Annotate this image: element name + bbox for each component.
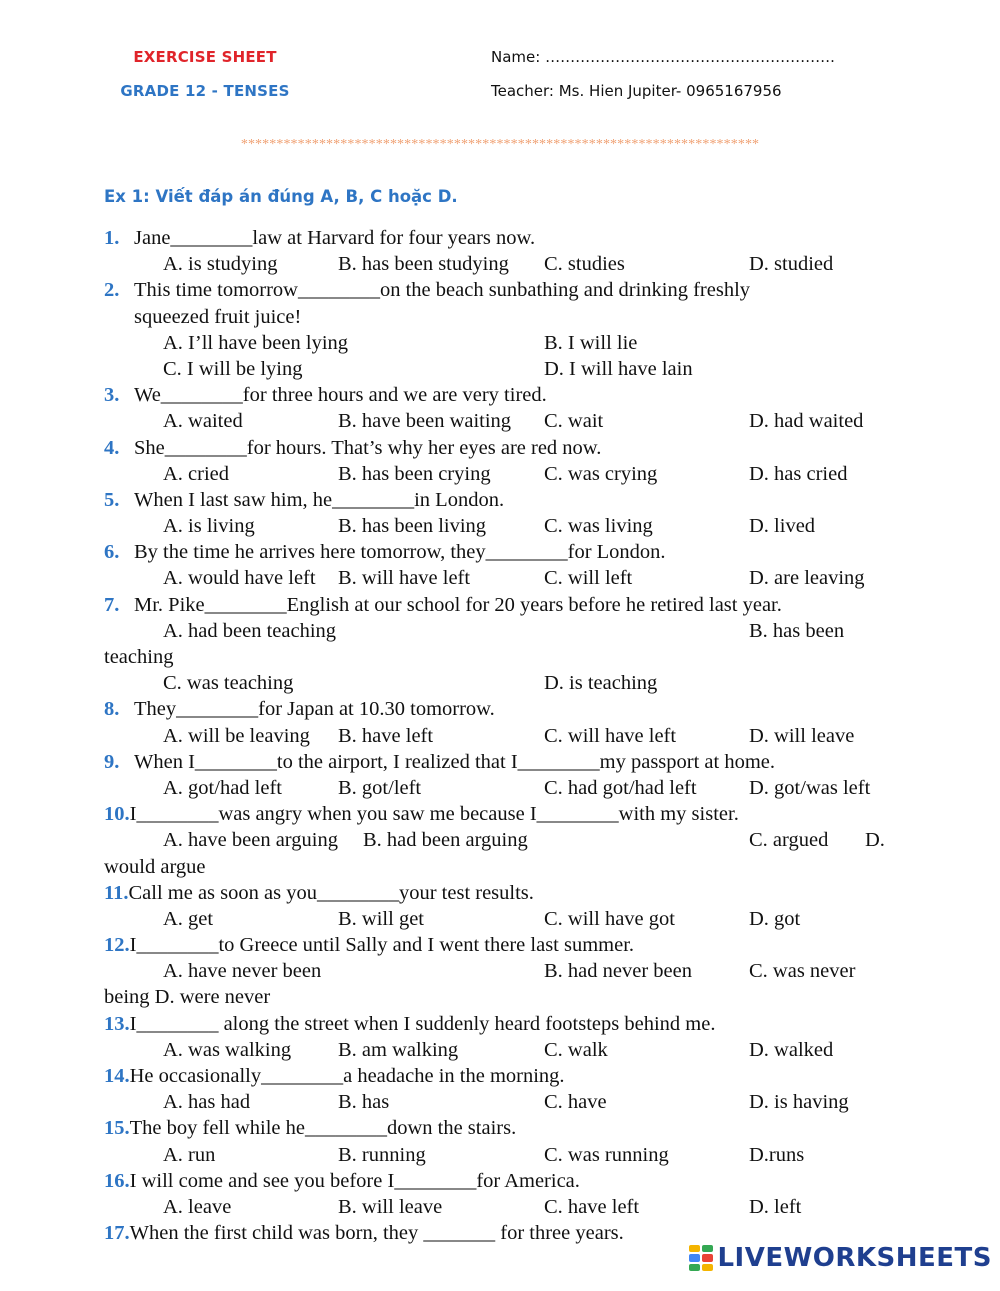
- question-number: 2.: [104, 279, 120, 302]
- option-c[interactable]: C. was teaching: [163, 672, 294, 695]
- question-text: Mr. Pike________English at our school for 20 years before he retired last year.: [134, 593, 782, 616]
- question-2-stem: [104, 277, 904, 303]
- grade-heading: GRADE 12 - TENSES: [120, 82, 290, 100]
- question-1-stem: [104, 225, 904, 251]
- question-number: 4.: [104, 436, 120, 459]
- teacher-info: Teacher: Ms. Hien Jupiter- 0965167956: [491, 82, 782, 100]
- option-b[interactable]: B. has: [338, 1091, 390, 1114]
- option-d[interactable]: D. lived: [749, 515, 816, 538]
- question-2-options-row-1: [104, 330, 904, 356]
- option-a[interactable]: A. is living: [163, 515, 255, 538]
- option-c[interactable]: C. had got/had left: [544, 776, 697, 799]
- option-c[interactable]: C. studies: [544, 253, 625, 276]
- question-number: 8.: [104, 698, 120, 721]
- question-number: 1.: [104, 227, 120, 249]
- question-4-stem: [104, 435, 904, 461]
- option-b[interactable]: B. will leave: [338, 1195, 443, 1218]
- option-d[interactable]: D. left: [749, 1195, 802, 1218]
- question-number: 13.: [104, 1012, 130, 1035]
- question-number: 12.: [104, 934, 130, 957]
- question-14-stem: [104, 1063, 904, 1089]
- option-b[interactable]: B. has been crying: [338, 462, 491, 485]
- question-text: He occasionally________a headache in the morning.: [129, 1065, 565, 1087]
- question-number: 15.: [104, 1117, 130, 1140]
- option-c-continued[interactable]: being: [104, 986, 150, 1009]
- option-d[interactable]: D. walked: [749, 1038, 834, 1061]
- option-a[interactable]: A. had been teaching: [163, 619, 337, 642]
- question-text: I________ along the street when I suddenly heard footsteps behind me.: [129, 1012, 716, 1035]
- question-3-options: [104, 408, 904, 434]
- question-16-options: [104, 1194, 904, 1220]
- option-b[interactable]: B. will have left: [338, 567, 471, 590]
- question-list: [104, 225, 904, 1246]
- option-a[interactable]: A. got/had left: [163, 776, 282, 799]
- question-text: This time tomorrow________on the beach sunbathing and drinking freshly: [134, 279, 751, 302]
- question-text: We________for three hours and we are very tired.: [134, 384, 547, 407]
- option-d-continued[interactable]: would argue: [104, 855, 206, 878]
- question-10-stem: [104, 801, 904, 827]
- option-d[interactable]: D.runs: [749, 1143, 805, 1166]
- option-a[interactable]: A. run: [163, 1143, 216, 1166]
- question-16-stem: [104, 1168, 904, 1194]
- question-1-options: [104, 251, 904, 277]
- option-b[interactable]: B. has been studying: [338, 253, 509, 276]
- exercise-sheet-heading: EXERCISE SHEET: [133, 48, 277, 66]
- option-c[interactable]: C. will have left: [544, 724, 677, 747]
- exercise-title: Ex 1: Viết đáp án đúng A, B, C hoặc D.: [104, 187, 458, 206]
- question-13-stem: [104, 1011, 904, 1037]
- option-b[interactable]: B. have been waiting: [338, 410, 512, 433]
- option-d[interactable]: D. is having: [749, 1091, 849, 1114]
- question-11-stem: [104, 880, 904, 906]
- option-c[interactable]: C. have left: [544, 1195, 640, 1218]
- option-d[interactable]: D. are leaving: [749, 567, 865, 590]
- option-a[interactable]: A. was walking: [163, 1038, 292, 1061]
- option-a[interactable]: A. would have left: [163, 567, 316, 590]
- question-number: 10.: [104, 803, 130, 826]
- option-a[interactable]: A. have been arguing: [163, 829, 338, 852]
- option-b[interactable]: B. had been arguing: [363, 829, 528, 852]
- option-c[interactable]: C. argued: [749, 829, 829, 852]
- option-b[interactable]: B. running: [338, 1143, 426, 1166]
- question-number: 3.: [104, 384, 120, 407]
- option-b-continued[interactable]: teaching: [104, 646, 174, 668]
- question-text: She________for hours. That’s why her eyes are red now.: [134, 436, 602, 459]
- liveworksheets-logo[interactable]: [689, 1243, 992, 1273]
- option-c[interactable]: C. wait: [544, 410, 604, 433]
- question-5-options: [104, 513, 904, 539]
- option-b[interactable]: B. will get: [338, 907, 424, 930]
- option-a[interactable]: A. is studying: [163, 253, 278, 276]
- option-c[interactable]: C. was never: [749, 960, 856, 983]
- question-number: 9.: [104, 750, 120, 773]
- question-text: Jane________law at Harvard for four years now.: [134, 227, 536, 249]
- question-8-stem: [104, 696, 904, 722]
- question-6-options: [104, 565, 904, 591]
- logo-text: LIVEWORKSHEETS: [717, 1243, 992, 1273]
- question-number: 11.: [104, 881, 129, 904]
- option-d[interactable]: D. has cried: [749, 462, 848, 485]
- question-number: 6.: [104, 541, 120, 564]
- option-b[interactable]: B. I will lie: [544, 331, 638, 354]
- option-d[interactable]: D. will leave: [749, 724, 855, 747]
- question-7-options-row-1: [104, 618, 904, 644]
- question-13-options: [104, 1037, 904, 1063]
- option-b[interactable]: B. am walking: [338, 1038, 459, 1061]
- question-14-options: [104, 1089, 904, 1115]
- question-7-stem: [104, 592, 904, 618]
- question-3-stem: [104, 382, 904, 408]
- option-c[interactable]: C. will left: [544, 567, 633, 590]
- option-b[interactable]: B. has been living: [338, 515, 487, 538]
- option-b[interactable]: B. have left: [338, 724, 434, 747]
- option-d[interactable]: D. had waited: [749, 410, 864, 433]
- question-11-options: [104, 906, 904, 932]
- option-d[interactable]: D. got: [749, 907, 801, 930]
- option-a[interactable]: A. leave: [163, 1195, 232, 1218]
- question-text: squeezed fruit juice!: [134, 305, 302, 328]
- question-7-options-wrap: [104, 644, 904, 670]
- option-a[interactable]: A. get: [163, 907, 214, 930]
- question-number: 16.: [104, 1169, 130, 1192]
- option-a[interactable]: A. will be leaving: [163, 724, 310, 747]
- option-a[interactable]: A. cried: [163, 462, 230, 485]
- question-number: 17.: [104, 1222, 130, 1245]
- option-b[interactable]: B. got/left: [338, 776, 422, 799]
- question-number: 14.: [104, 1065, 130, 1087]
- question-text: They________for Japan at 10.30 tomorrow.: [134, 698, 495, 721]
- option-a[interactable]: A. have never been: [163, 960, 322, 983]
- question-15-stem: [104, 1115, 904, 1141]
- question-text: I________to Greece until Sally and I went there last summer.: [129, 934, 635, 957]
- option-d[interactable]: D. were never: [154, 986, 271, 1009]
- liveworksheets-logo-icon: [689, 1245, 713, 1271]
- option-a[interactable]: A. waited: [163, 410, 243, 433]
- option-d[interactable]: D. studied: [749, 253, 834, 276]
- option-c[interactable]: C. was crying: [544, 462, 658, 485]
- name-field-label: Name: ………………………………………………….: [491, 48, 835, 66]
- question-text: When the first child was born, they _______ for three years.: [129, 1222, 624, 1245]
- question-12-stem: [104, 932, 904, 958]
- option-d[interactable]: D. I will have lain: [544, 357, 693, 380]
- question-text: When I last saw him, he________in London.: [134, 488, 505, 511]
- option-b[interactable]: B. had never been: [544, 960, 692, 983]
- decorative-divider: *************************************************************************: [240, 137, 760, 152]
- question-number: 5.: [104, 488, 120, 511]
- question-4-options: [104, 461, 904, 487]
- option-c[interactable]: C. was running: [544, 1143, 669, 1166]
- question-2-stem-continued: [104, 304, 904, 330]
- option-d[interactable]: D. is teaching: [544, 672, 658, 695]
- question-7-options-row-2: [104, 670, 904, 696]
- question-12-options: [104, 958, 904, 984]
- question-text: By the time he arrives here tomorrow, they________for London.: [134, 541, 666, 564]
- option-d-label[interactable]: D.: [865, 829, 885, 852]
- option-c[interactable]: C. have: [544, 1091, 607, 1114]
- option-b[interactable]: B. has been: [749, 619, 845, 642]
- option-d[interactable]: D. got/was left: [749, 776, 871, 799]
- question-text: Call me as soon as you________your test results.: [128, 881, 534, 904]
- question-number: 7.: [104, 593, 120, 616]
- question-text: When I________to the airport, I realized that I________my passport at home.: [134, 750, 776, 773]
- question-2-options-row-2: [104, 356, 904, 382]
- question-9-stem: [104, 749, 904, 775]
- option-a[interactable]: A. I’ll have been lying: [163, 331, 349, 354]
- question-text: The boy fell while he________down the stairs.: [129, 1117, 517, 1140]
- option-c[interactable]: C. was living: [544, 515, 653, 538]
- question-text: I________was angry when you saw me because I________with my sister.: [129, 803, 739, 826]
- question-8-options: [104, 723, 904, 749]
- option-c[interactable]: C. will have got: [544, 907, 675, 930]
- option-c[interactable]: C. I will be lying: [163, 357, 303, 380]
- question-10-options: [104, 827, 904, 853]
- question-5-stem: [104, 487, 904, 513]
- question-15-options: [104, 1142, 904, 1168]
- option-c[interactable]: C. walk: [544, 1038, 608, 1061]
- question-9-options: [104, 775, 904, 801]
- question-10-options-wrap: [104, 854, 904, 880]
- question-12-options-wrap: [104, 984, 904, 1010]
- question-6-stem: [104, 539, 904, 565]
- question-text: I will come and see you before I________for America.: [129, 1169, 580, 1192]
- option-a[interactable]: A. has had: [163, 1091, 251, 1114]
